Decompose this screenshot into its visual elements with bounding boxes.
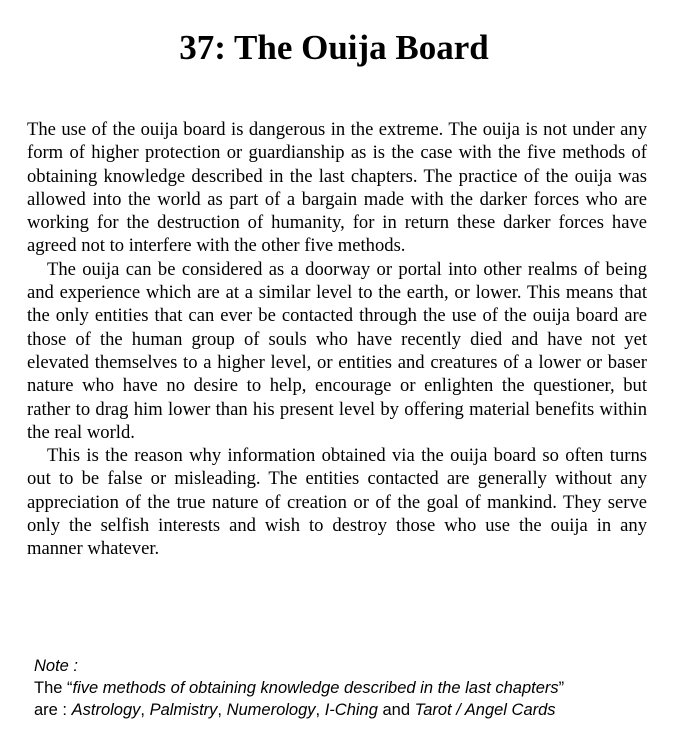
note-label: Note : <box>34 657 79 675</box>
paragraph-1: The use of the ouija board is dangerous in the extreme. The ouija is not under any form of higher protection or guardianship as is the case with the five methods of obtaining knowledge described in the last chapters. The practice of the ouija was allowed into the world as part of a bargain made with the darker forces who are working for the destruction of humanity, for in return these darker forces have agreed not to interfere with the other five methods. <box>27 119 647 257</box>
paragraph-2: The ouija can be considered as a doorway or portal into other realms of being and experience which are at a similar level to the earth, or lower. This means that the only entities that can ever be contacted through the use of the ouija board are those of the human group of souls who have recently died and have not yet elevated themselves to a higher level, or entities and creatures of a lower or baser nature who have no desire to help, encourage or enlighten the questioner, but rather to drag him lower than his present level by offering material benefits within the real world. <box>27 258 647 443</box>
method-palmistry: Palmistry <box>149 701 218 719</box>
note-are: are : <box>34 701 72 719</box>
method-iching: I-Ching <box>324 701 378 719</box>
note-and: and <box>377 701 415 719</box>
note-line-2 <box>34 699 679 721</box>
method-tarot: Tarot / Angel Cards <box>414 701 556 719</box>
paragraph-3: This is the reason why information obtained via the ouija board so often turns out to be false or misleading. The entities contacted are generally without any appreciation of the true nature of creation or of the goal of mankind. They serve only the selfish interests and wish to destroy those who use the ouija in any manner whatever. <box>27 445 647 560</box>
method-numerology: Numerology <box>226 701 316 719</box>
note-line-1 <box>34 677 679 699</box>
page-title: 37: The Ouija Board <box>179 28 489 67</box>
note-quoted-phrase: five methods of obtaining knowledge described in the last chapters <box>72 679 559 697</box>
method-astrology: Astrology <box>71 701 141 719</box>
note-comma-3: , <box>315 701 325 719</box>
footnote <box>34 655 679 721</box>
note-comma-2: , <box>217 701 227 719</box>
note-comma-1: , <box>140 701 150 719</box>
note-close-quote: ” <box>558 679 565 697</box>
note-open-quote: The “ <box>34 679 73 697</box>
article-body <box>27 118 647 561</box>
